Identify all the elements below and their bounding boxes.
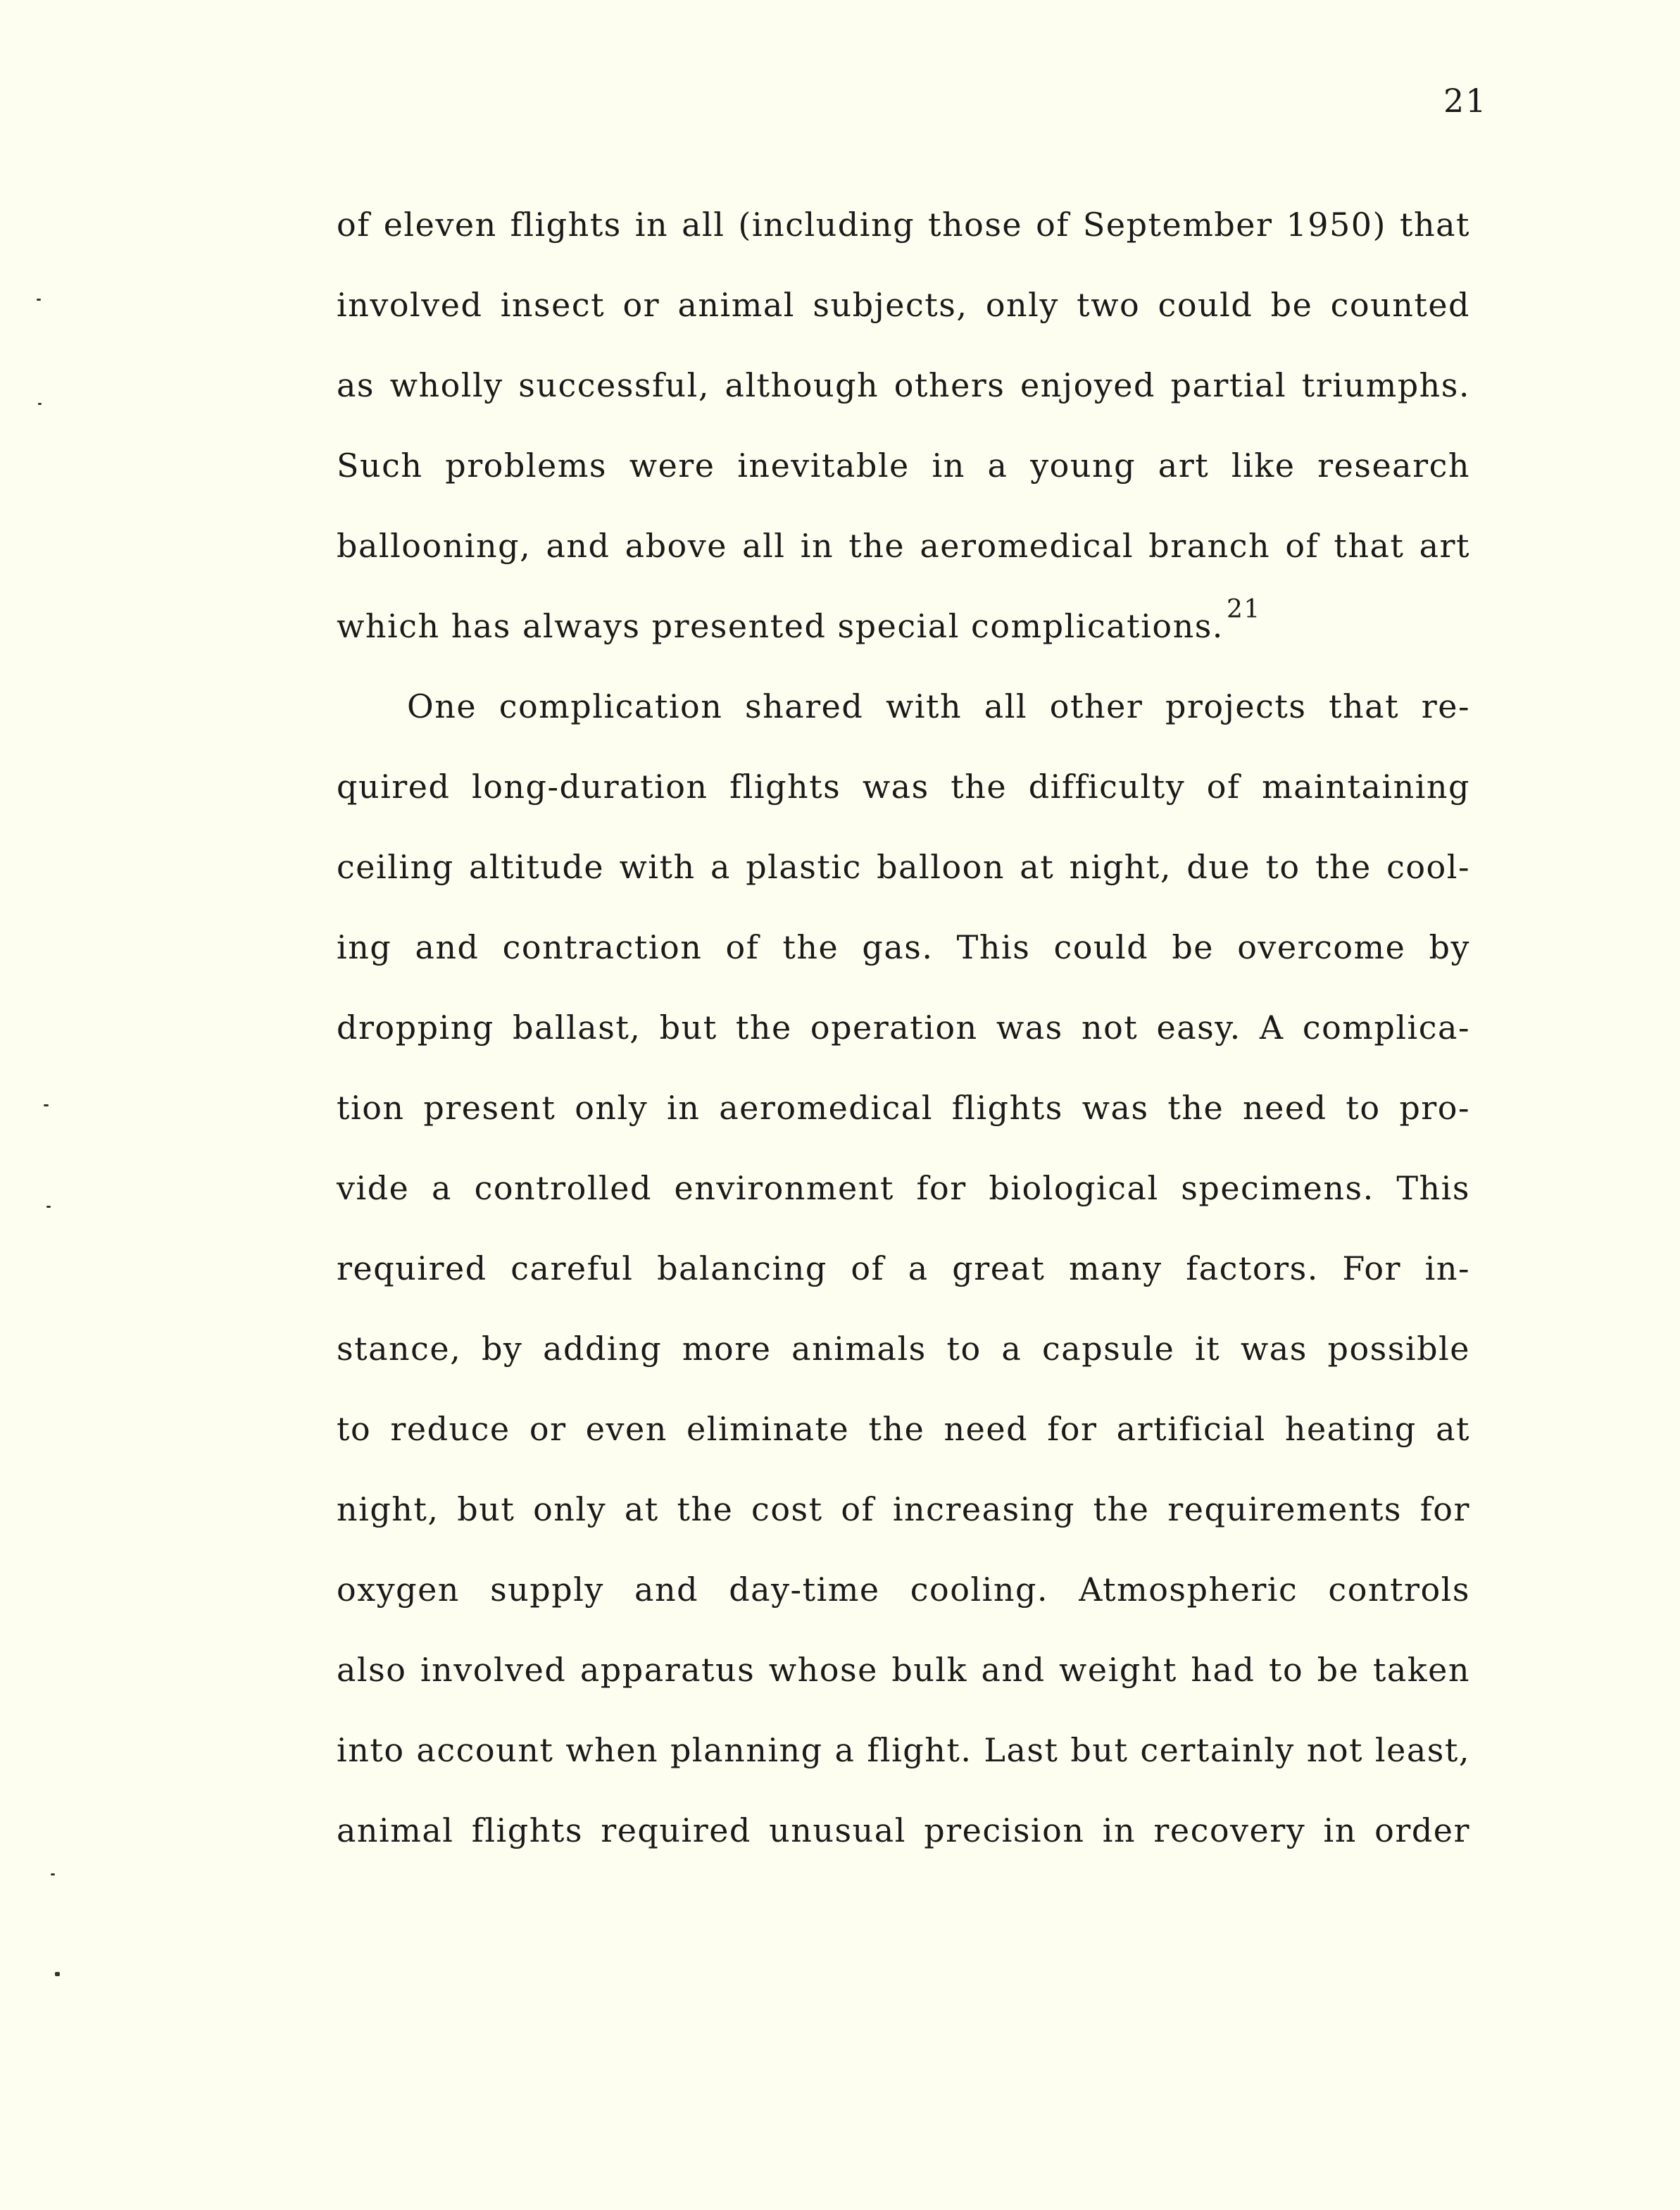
margin-speck (38, 403, 42, 405)
text-line: dropping ballast, but the operation was not easy. A complica- (337, 1009, 1470, 1047)
text-line: vide a controlled environment for biological specimens. This (337, 1169, 1470, 1207)
page-number: 21 (1443, 82, 1488, 120)
text-line: of eleven flights in all (including those of September 1950) that (337, 206, 1470, 244)
margin-speck (44, 1104, 49, 1106)
text-line-with-footnote (337, 586, 1470, 666)
text-line: animal flights required unusual precision in recovery in order (337, 1811, 1470, 1849)
body-text (337, 185, 1470, 1871)
paragraph-2 (337, 666, 1470, 1871)
text-line: oxygen supply and day-time cooling. Atmospheric controls (337, 1571, 1470, 1609)
text-line: which has always presented special complications. (337, 607, 1224, 645)
text-line: night, but only at the cost of increasing the requirements for (337, 1490, 1470, 1528)
text-line: Such problems were inevitable in a young art like research (337, 447, 1470, 485)
margin-speck (55, 1972, 60, 1976)
margin-speck (51, 1873, 55, 1875)
margin-speck (46, 1206, 51, 1208)
text-line: required careful balancing of a great many factors. For in- (337, 1249, 1470, 1287)
text-line: tion present only in aeromedical flights was the need to pro- (337, 1089, 1470, 1127)
text-line: ballooning, and above all in the aeromedical branch of that art (337, 527, 1470, 565)
text-line: also involved apparatus whose bulk and weight had to be taken (337, 1651, 1470, 1689)
text-line: ing and contraction of the gas. This could be overcome by (337, 928, 1470, 966)
footnote-reference: 21 (1226, 595, 1261, 624)
paragraph-1 (337, 185, 1470, 666)
text-line: to reduce or even eliminate the need for artificial heating at (337, 1410, 1470, 1448)
text-line: involved insect or animal subjects, only two could be counted (337, 286, 1470, 324)
margin-speck (37, 299, 41, 301)
text-line: into account when planning a flight. Last but certainly not least, (337, 1731, 1470, 1769)
text-line: One complication shared with all other projects that re- (407, 687, 1470, 725)
text-line: ceiling altitude with a plastic balloon at night, due to the cool- (337, 848, 1470, 886)
text-line: quired long-duration flights was the difficulty of maintaining (337, 768, 1470, 806)
text-line: stance, by adding more animals to a capsule it was possible (337, 1330, 1470, 1368)
text-line: as wholly successful, although others enjoyed partial triumphs. (337, 366, 1470, 404)
